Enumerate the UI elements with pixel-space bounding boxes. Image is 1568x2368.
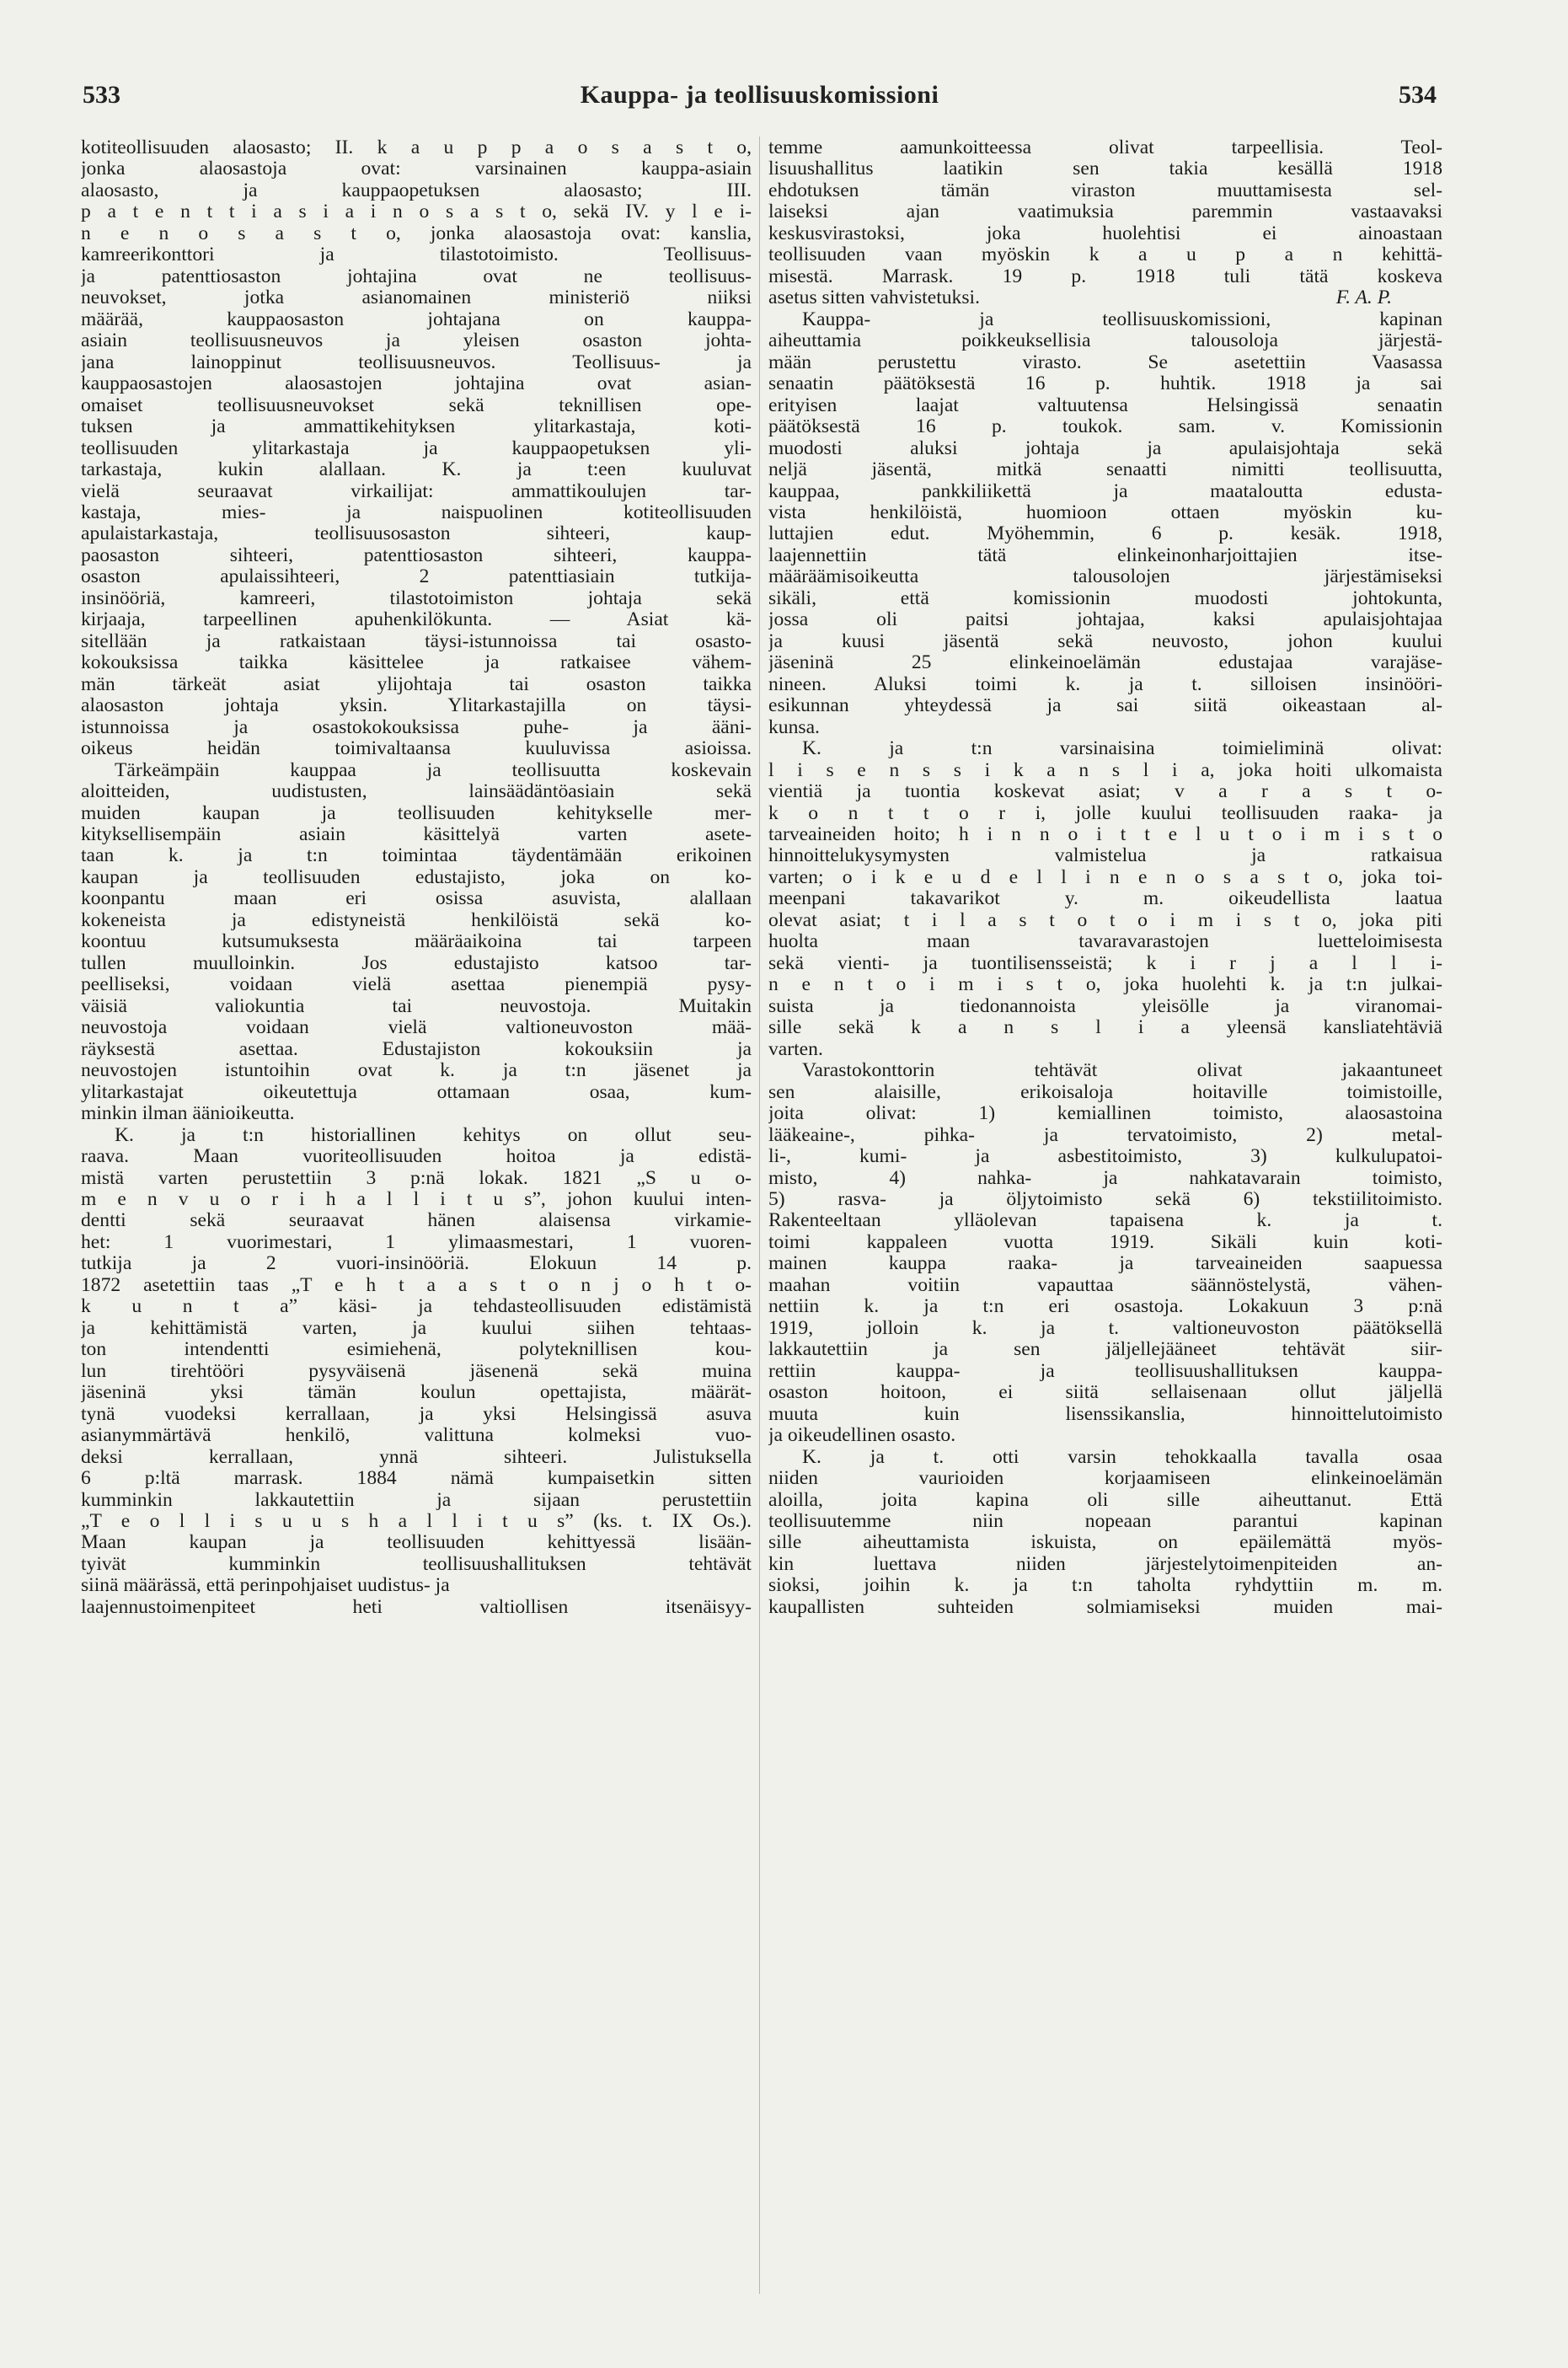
text-line: K. ja t:n historiallinen kehitys on ollut seu- xyxy=(115,1124,752,1146)
text-line: rettiin kauppa- ja teollisuushallituksen kauppa- xyxy=(768,1360,1442,1382)
text-line: määräämisoikeutta talousolojen järjestämiseksi xyxy=(768,566,1442,588)
text-line: aloilla, joita kapina oli sille aiheuttanut. Että xyxy=(768,1489,1442,1511)
text-line: suista ja tiedonannoista yleisölle ja viranomai- xyxy=(768,995,1442,1017)
text-line: erityisen laajat valtuutensa Helsingissä senaatin xyxy=(768,394,1442,416)
text-line: kokouksissa taikka käsittelee ja ratkaisee vähem- xyxy=(81,652,752,674)
text-line: mainen kauppa raaka- ja tarveaineiden saapuessa xyxy=(768,1253,1442,1275)
text-line: mään perustettu virasto. Se asetettiin Vaasassa xyxy=(768,351,1442,373)
text-line: „T e o l l i s u u s h a l l i t u s” (ks. t. IX Os.). xyxy=(81,1511,752,1532)
text-line: laajennettiin tätä elinkeinonharjoittajien itse- xyxy=(768,544,1442,566)
text-line: kunsa. xyxy=(768,716,820,738)
text-line: muodosti aluksi johtaja ja apulaisjohtaja sekä xyxy=(768,437,1442,459)
text-line: tullen muulloinkin. Jos edustajisto katsoo tar- xyxy=(81,952,752,974)
text-line: minkin ilman äänioikeutta. xyxy=(81,1103,295,1125)
text-line: misto, 4) nahka- ja nahkatavarain toimisto, xyxy=(768,1167,1442,1189)
text-line: huolta maan tavaravarastojen luetteloimisesta xyxy=(768,931,1442,953)
text-line: sille aiheuttamista iskuista, on epäilemättä myös- xyxy=(768,1532,1442,1554)
text-line: kirjaaja, tarpeellinen apuhenkilökunta. — Asiat kä- xyxy=(81,609,752,631)
text-line: sioksi, joihin k. ja t:n taholta ryhdyttiin m. m. xyxy=(768,1575,1442,1597)
text-line: siinä määrässä, että perinpohjaiset uudistus- ja xyxy=(81,1575,450,1597)
text-line: osaston apulaissihteeri, 2 patenttiasiain tutkija- xyxy=(81,566,752,588)
text-line: sitellään ja ratkaistaan täysi-istunnoissa tai osasto- xyxy=(81,630,752,652)
text-line: ja oikeudellinen osasto. xyxy=(768,1425,956,1447)
text-line: k u n t a” käsi- ja tehdasteollisuuden edistämistä xyxy=(81,1296,752,1318)
text-line: raava. Maan vuoriteollisuuden hoitoa ja edistä- xyxy=(81,1146,752,1168)
text-line: n e n t o i m i s t o, joka huolehti k. ja t:n julkai- xyxy=(768,974,1442,996)
text-line: lakkautettiin ja sen jäljellejääneet tehtävät siir- xyxy=(768,1339,1442,1361)
text-line: kokeneista ja edistyneistä henkilöistä sekä ko- xyxy=(81,909,752,931)
text-line: n e n o s a s t o, jonka alaosastoja ovat: kanslia, xyxy=(81,222,752,244)
text-line: taan k. ja t:n toimintaa täydentämään erikoinen xyxy=(81,845,752,867)
text-line: peelliseksi, voidaan vielä asettaa pienempiä pysy- xyxy=(81,974,752,996)
text-line: tuksen ja ammattikehityksen ylitarkastaja, koti- xyxy=(81,416,752,438)
text-line: apulaistarkastaja, teollisuusosaston sihteeri, kaup- xyxy=(81,523,752,545)
text-line: oikeus heidän toimivaltaansa kuuluvissa asioissa. xyxy=(81,738,752,760)
text-line: ylitarkastajat oikeutettuja ottamaan osaa, kum- xyxy=(81,1081,752,1103)
text-line: temme aamunkoitteessa olivat tarpeellisia. Teol- xyxy=(768,137,1442,158)
text-line: ehdotuksen tämän viraston muuttamisesta sel- xyxy=(768,179,1442,201)
text-line: laajennustoimenpiteet heti valtiollisen itsenäisyy- xyxy=(81,1596,752,1618)
text-line: aloitteiden, uudistusten, lainsäädäntöasiain sekä xyxy=(81,781,752,803)
right-column xyxy=(768,137,1442,2295)
text-line: neuvokset, jotka asianomainen ministeriö niiksi xyxy=(81,287,752,309)
text-line: luttajien edut. Myöhemmin, 6 p. kesäk. 1918, xyxy=(768,523,1442,545)
text-line: päätöksestä 16 p. toukok. sam. v. Komissionin xyxy=(768,416,1442,438)
text-line: koontuu kutsumuksesta määräaikoina tai tarpeen xyxy=(81,931,752,953)
text-line: vientiä ja tuontia koskevat asiat; v a r a s t o- xyxy=(768,781,1442,803)
text-line: laiseksi ajan vaatimuksia paremmin vastaavaksi xyxy=(768,201,1442,223)
text-line: alaosaston johtaja yksin. Ylitarkastajilla on täysi- xyxy=(81,695,752,717)
text-line: olevat asiat; t i l a s t o t o i m i s t o, joka piti xyxy=(768,909,1442,931)
text-line: neljä jäsentä, mitkä senaatti nimitti teollisuutta, xyxy=(768,459,1442,481)
text-line: Kauppa- ja teollisuuskomissioni, kapinan xyxy=(802,308,1442,330)
left-column xyxy=(81,137,752,2295)
text-line: kauppaa, pankkiliikettä ja maataloutta edusta- xyxy=(768,480,1442,502)
text-line: jäseninä 25 elinkeinoelämän edustajaa varajäse- xyxy=(768,652,1442,674)
text-line: vista henkilöistä, huomioon ottaen myöskin ku- xyxy=(768,501,1442,523)
text-line: Maan kaupan ja teollisuuden kehittyessä lisään- xyxy=(81,1532,752,1554)
text-line: 6 p:ltä marrask. 1884 nämä kumpaisetkin sitten xyxy=(81,1468,752,1490)
author-signature: F. A. P. xyxy=(1335,287,1392,309)
text-line: räyksestä asettaa. Edustajiston kokouksiin ja xyxy=(81,1038,752,1060)
text-line: 1919, jolloin k. ja t. valtioneuvoston päätöksellä xyxy=(768,1317,1442,1339)
text-line: jonka alaosastoja ovat: varsinainen kauppa-asiain xyxy=(81,158,752,180)
page-number-left: 533 xyxy=(83,81,120,109)
text-line: kaupan ja teollisuuden edustajisto, joka on ko- xyxy=(81,866,752,888)
text-line: li-, kumi- ja asbestitoimisto, 3) kulkulupatoi- xyxy=(768,1146,1442,1168)
text-line: toimi kappaleen vuotta 1919. Sikäli kuin koti- xyxy=(768,1231,1442,1253)
text-line: esikunnan yhteydessä ja sai siitä oikeastaan al- xyxy=(768,695,1442,717)
text-line: Rakenteeltaan ylläolevan tapaisena k. ja t. xyxy=(768,1210,1442,1232)
text-line: jana lainoppinut teollisuusneuvos. Teollisuus- ja xyxy=(81,351,752,373)
text-line: alaosasto, ja kauppaopetuksen alaosasto; III. xyxy=(81,179,752,201)
text-line: K. ja t:n varsinaisina toimieliminä olivat: xyxy=(802,738,1442,760)
text-line: niiden vaurioiden korjaamiseen elinkeinoelämän xyxy=(768,1468,1442,1490)
text-line: kauppaosastojen alaosastojen johtajina ovat asian- xyxy=(81,373,752,395)
text-line: aiheuttamia poikkeuksellisia talousoloja järjestä- xyxy=(768,330,1442,352)
text-line: K. ja t. otti varsin tehokkaalla tavalla osaa xyxy=(802,1446,1442,1468)
text-line: ja kuusi jäsentä sekä neuvosto, johon kuului xyxy=(768,630,1442,652)
text-line: istunnoissa ja osastokokouksissa puhe- ja ääni- xyxy=(81,716,752,738)
text-line: 1872 asetettiin taas „T e h t a a s t o n j o h t o- xyxy=(81,1274,752,1296)
text-line: dentti sekä seuraavat hänen alaisensa virkamie- xyxy=(81,1210,752,1232)
text-line: koonpantu maan eri osissa asuvista, alallaan xyxy=(81,888,752,910)
page-header xyxy=(83,81,1437,123)
text-line: osaston hoitoon, ei siitä sellaisenaan ollut jäljellä xyxy=(768,1382,1442,1404)
text-line: varten. xyxy=(768,1038,823,1060)
text-line: Tärkeämpäin kauppaa ja teollisuutta koskevain xyxy=(115,759,752,781)
text-line: tutkija ja 2 vuori-insinööriä. Elokuun 14 p. xyxy=(81,1253,752,1275)
text-line: joita olivat: 1) kemiallinen toimisto, alaosastoina xyxy=(768,1103,1442,1125)
text-line: väisiä valiokuntia tai neuvostoja. Muitakin xyxy=(81,995,752,1017)
text-line: mistä varten perustettiin 3 p:nä lokak. 1821 „S u o- xyxy=(81,1167,752,1189)
text-line: maahan voitiin vapauttaa säännöstelystä, vähen- xyxy=(768,1274,1442,1296)
text-line: asiain teollisuusneuvos ja yleisen osaston johta- xyxy=(81,330,752,352)
text-line: muuta kuin lisenssikanslia, hinnoittelutoimisto xyxy=(768,1403,1442,1425)
text-line: sille sekä k a n s l i a yleensä kansliatehtäviä xyxy=(768,1017,1442,1039)
running-title: Kauppa- ja teollisuuskomissioni xyxy=(580,81,939,109)
text-line: muiden kaupan ja teollisuuden kehitykselle mer- xyxy=(81,802,752,824)
text-line xyxy=(768,287,1442,308)
column-divider xyxy=(759,137,760,2294)
text-line: tynä vuodeksi kerrallaan, ja yksi Helsingissä asuva xyxy=(81,1403,752,1425)
text-line: teollisuuden vaan myöskin k a u p a n kehittä- xyxy=(768,244,1442,266)
text-line: asianymmärtävä henkilö, valittuna kolmeksi vuo- xyxy=(81,1425,752,1447)
text-line: neuvostojen istuntoihin ovat k. ja t:n jäsenet ja xyxy=(81,1060,752,1082)
text-line: lääkeaine-, pihka- ja tervatoimisto, 2) metal- xyxy=(768,1124,1442,1146)
text-line: senaatin päätöksestä 16 p. huhtik. 1918 ja sai xyxy=(768,373,1442,395)
text-line: ja patenttiosaston johtajina ovat ne teollisuus- xyxy=(81,265,752,287)
text-line: deksi kerrallaan, ynnä sihteeri. Julistuksella xyxy=(81,1446,752,1468)
text-line: vielä seuraavat virkailijat: ammattikoulujen tar- xyxy=(81,480,752,502)
text-line: tarkastaja, kukin alallaan. K. ja t:een kuuluvat xyxy=(81,459,752,481)
text-line: insinööriä, kamreeri, tilastotoimiston johtaja sekä xyxy=(81,587,752,609)
text-line: l i s e n s s i k a n s l i a, joka hoiti ulkomaista xyxy=(768,759,1442,781)
text-line: lisuushallitus laatikin sen takia kesällä 1918 xyxy=(768,158,1442,180)
text-line: 5) rasva- ja öljytoimisto sekä 6) tekstiilitoimisto. xyxy=(768,1188,1442,1210)
text-line: kastaja, mies- ja naispuolinen kotiteollisuuden xyxy=(81,501,752,523)
text-line: sekä vienti- ja tuontilisensseistä; k i r j a l l i- xyxy=(768,952,1442,974)
text-line: sikäli, että komissionin muodosti johtokunta, xyxy=(768,587,1442,609)
text-line: teollisuuden ylitarkastaja ja kauppaopetuksen yli- xyxy=(81,437,752,459)
text-line: k o n t t o r i, jolle kuului teollisuuden raaka- ja xyxy=(768,802,1442,824)
text-line: ton intendentti esimiehenä, polyteknillisen kou- xyxy=(81,1339,752,1361)
text-line: m e n v u o r i h a l l i t u s”, johon kuului inten- xyxy=(81,1188,752,1210)
text-line: varten; o i k e u d e l l i n e n o s a s t o, joka toi- xyxy=(768,866,1442,888)
text-line: meenpani takavarikot y. m. oikeudellista laatua xyxy=(768,888,1442,910)
text-line: kamreerikonttori ja tilastotoimisto. Teollisuus- xyxy=(81,244,752,266)
page-number-right: 534 xyxy=(1399,81,1437,109)
text-line: kumminkin lakkautettiin ja sijaan perustettiin xyxy=(81,1489,752,1511)
text-line: ja kehittämistä varten, ja kuului siihen tehtaas- xyxy=(81,1317,752,1339)
text-line: nettiin k. ja t:n eri osastoja. Lokakuun 3 p:nä xyxy=(768,1296,1442,1318)
text-line: sen alaisille, erikoisaloja hoitaville toimistoille, xyxy=(768,1081,1442,1103)
text-line: misestä. Marrask. 19 p. 1918 tuli tätä koskeva xyxy=(768,265,1442,287)
text-line-content: asetus sitten vahvistetuksi. xyxy=(768,287,980,309)
text-line: kotiteollisuuden alaosasto; II. k a u p p a o s a s t o, xyxy=(81,137,752,158)
text-line: hinnoittelukysymysten valmistelua ja ratkaisua xyxy=(768,845,1442,867)
text-line: lun tirehtööri pysyväisenä jäsenenä sekä muina xyxy=(81,1360,752,1382)
text-line: kityksellisempäin asiain käsittelyä varten asete- xyxy=(81,824,752,845)
text-line: tarveaineiden hoito; h i n n o i t t e l u t o i m i s t o xyxy=(768,824,1442,845)
text-line: määrää, kauppaosaston johtajana on kauppa- xyxy=(81,308,752,330)
text-line: neuvostoja voidaan vielä valtioneuvoston mää- xyxy=(81,1017,752,1039)
text-line: jäseninä yksi tämän koulun opettajista, määrät- xyxy=(81,1382,752,1404)
text-line: kaupallisten suhteiden solmiamiseksi muiden mai- xyxy=(768,1596,1442,1618)
text-line: teollisuutemme niin nopeaan parantui kapinan xyxy=(768,1511,1442,1532)
text-line: p a t e n t t i a s i a i n o s a s t o, sekä IV. y l e i- xyxy=(81,201,752,223)
text-line: tyivät kumminkin teollisuushallituksen tehtävät xyxy=(81,1553,752,1575)
text-line: kin luettava niiden järjestelytoimenpiteiden an- xyxy=(768,1553,1442,1575)
text-line: omaiset teollisuusneuvokset sekä teknillisen ope- xyxy=(81,394,752,416)
text-line: Varastokonttorin tehtävät olivat jakaantuneet xyxy=(802,1060,1442,1082)
text-line: jossa oli paitsi johtajaa, kaksi apulaisjohtajaa xyxy=(768,609,1442,631)
text-line: het: 1 vuorimestari, 1 ylimaasmestari, 1 vuoren- xyxy=(81,1231,752,1253)
text-line: nineen. Aluksi toimi k. ja t. silloisen insinööri- xyxy=(768,673,1442,695)
text-line: keskusvirastoksi, joka huolehtisi ei ainoastaan xyxy=(768,222,1442,244)
text-line: män tärkeät asiat ylijohtaja tai osaston taikka xyxy=(81,673,752,695)
text-line: paosaston sihteeri, patenttiosaston sihteeri, kauppa- xyxy=(81,544,752,566)
